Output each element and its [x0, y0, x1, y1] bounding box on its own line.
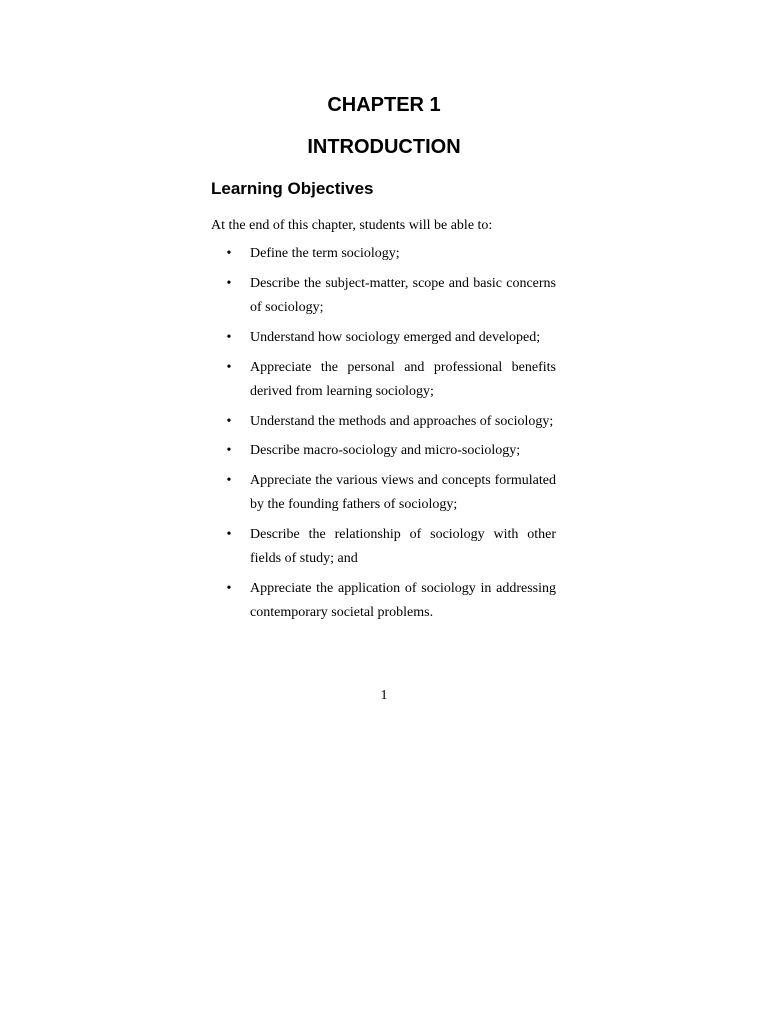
- section-heading: Learning Objectives: [211, 179, 374, 198]
- bullet-icon: •: [226, 527, 232, 543]
- chapter-number: CHAPTER 1: [327, 94, 441, 116]
- objective-text: Describe macro-sociology and micro-sociology;: [250, 443, 521, 459]
- chapter-title: INTRODUCTION: [307, 136, 461, 158]
- bullet-icon: •: [226, 581, 232, 597]
- objective-text: Appreciate the application of sociology in addressing contemporary societal problems.: [250, 581, 556, 621]
- intro-text: At the end of this chapter, students will be able to:: [211, 218, 493, 233]
- page-number: 1: [380, 688, 388, 703]
- objective-item: [211, 523, 556, 571]
- objective-item: [211, 410, 556, 434]
- objective-text: Understand the methods and approaches of sociology;: [250, 413, 554, 429]
- objective-item: [211, 356, 556, 404]
- bullet-icon: •: [226, 413, 232, 429]
- objective-text: Appreciate the personal and professional benefits derived from learning sociology;: [250, 359, 556, 399]
- objectives-list: [211, 242, 556, 631]
- objective-item: [211, 272, 556, 320]
- objective-item: [211, 242, 556, 266]
- bullet-icon: •: [226, 329, 232, 345]
- objective-text: Appreciate the various views and concepts formulated by the founding fathers of sociology;: [250, 473, 556, 513]
- objective-item: [211, 326, 556, 350]
- bullet-icon: •: [226, 473, 232, 489]
- objective-text: Describe the subject-matter, scope and basic concerns of sociology;: [250, 275, 556, 315]
- bullet-icon: •: [226, 359, 232, 375]
- objective-item: [211, 577, 556, 625]
- bullet-icon: •: [226, 246, 232, 261]
- objective-text: Define the term sociology;: [250, 246, 400, 261]
- bullet-icon: •: [226, 443, 232, 459]
- objective-text: Describe the relationship of sociology with other fields of study; and: [250, 527, 556, 567]
- objective-item: [211, 439, 556, 463]
- bullet-icon: •: [226, 275, 232, 291]
- objective-text: Understand how sociology emerged and developed;: [250, 329, 541, 345]
- objective-item: [211, 469, 556, 517]
